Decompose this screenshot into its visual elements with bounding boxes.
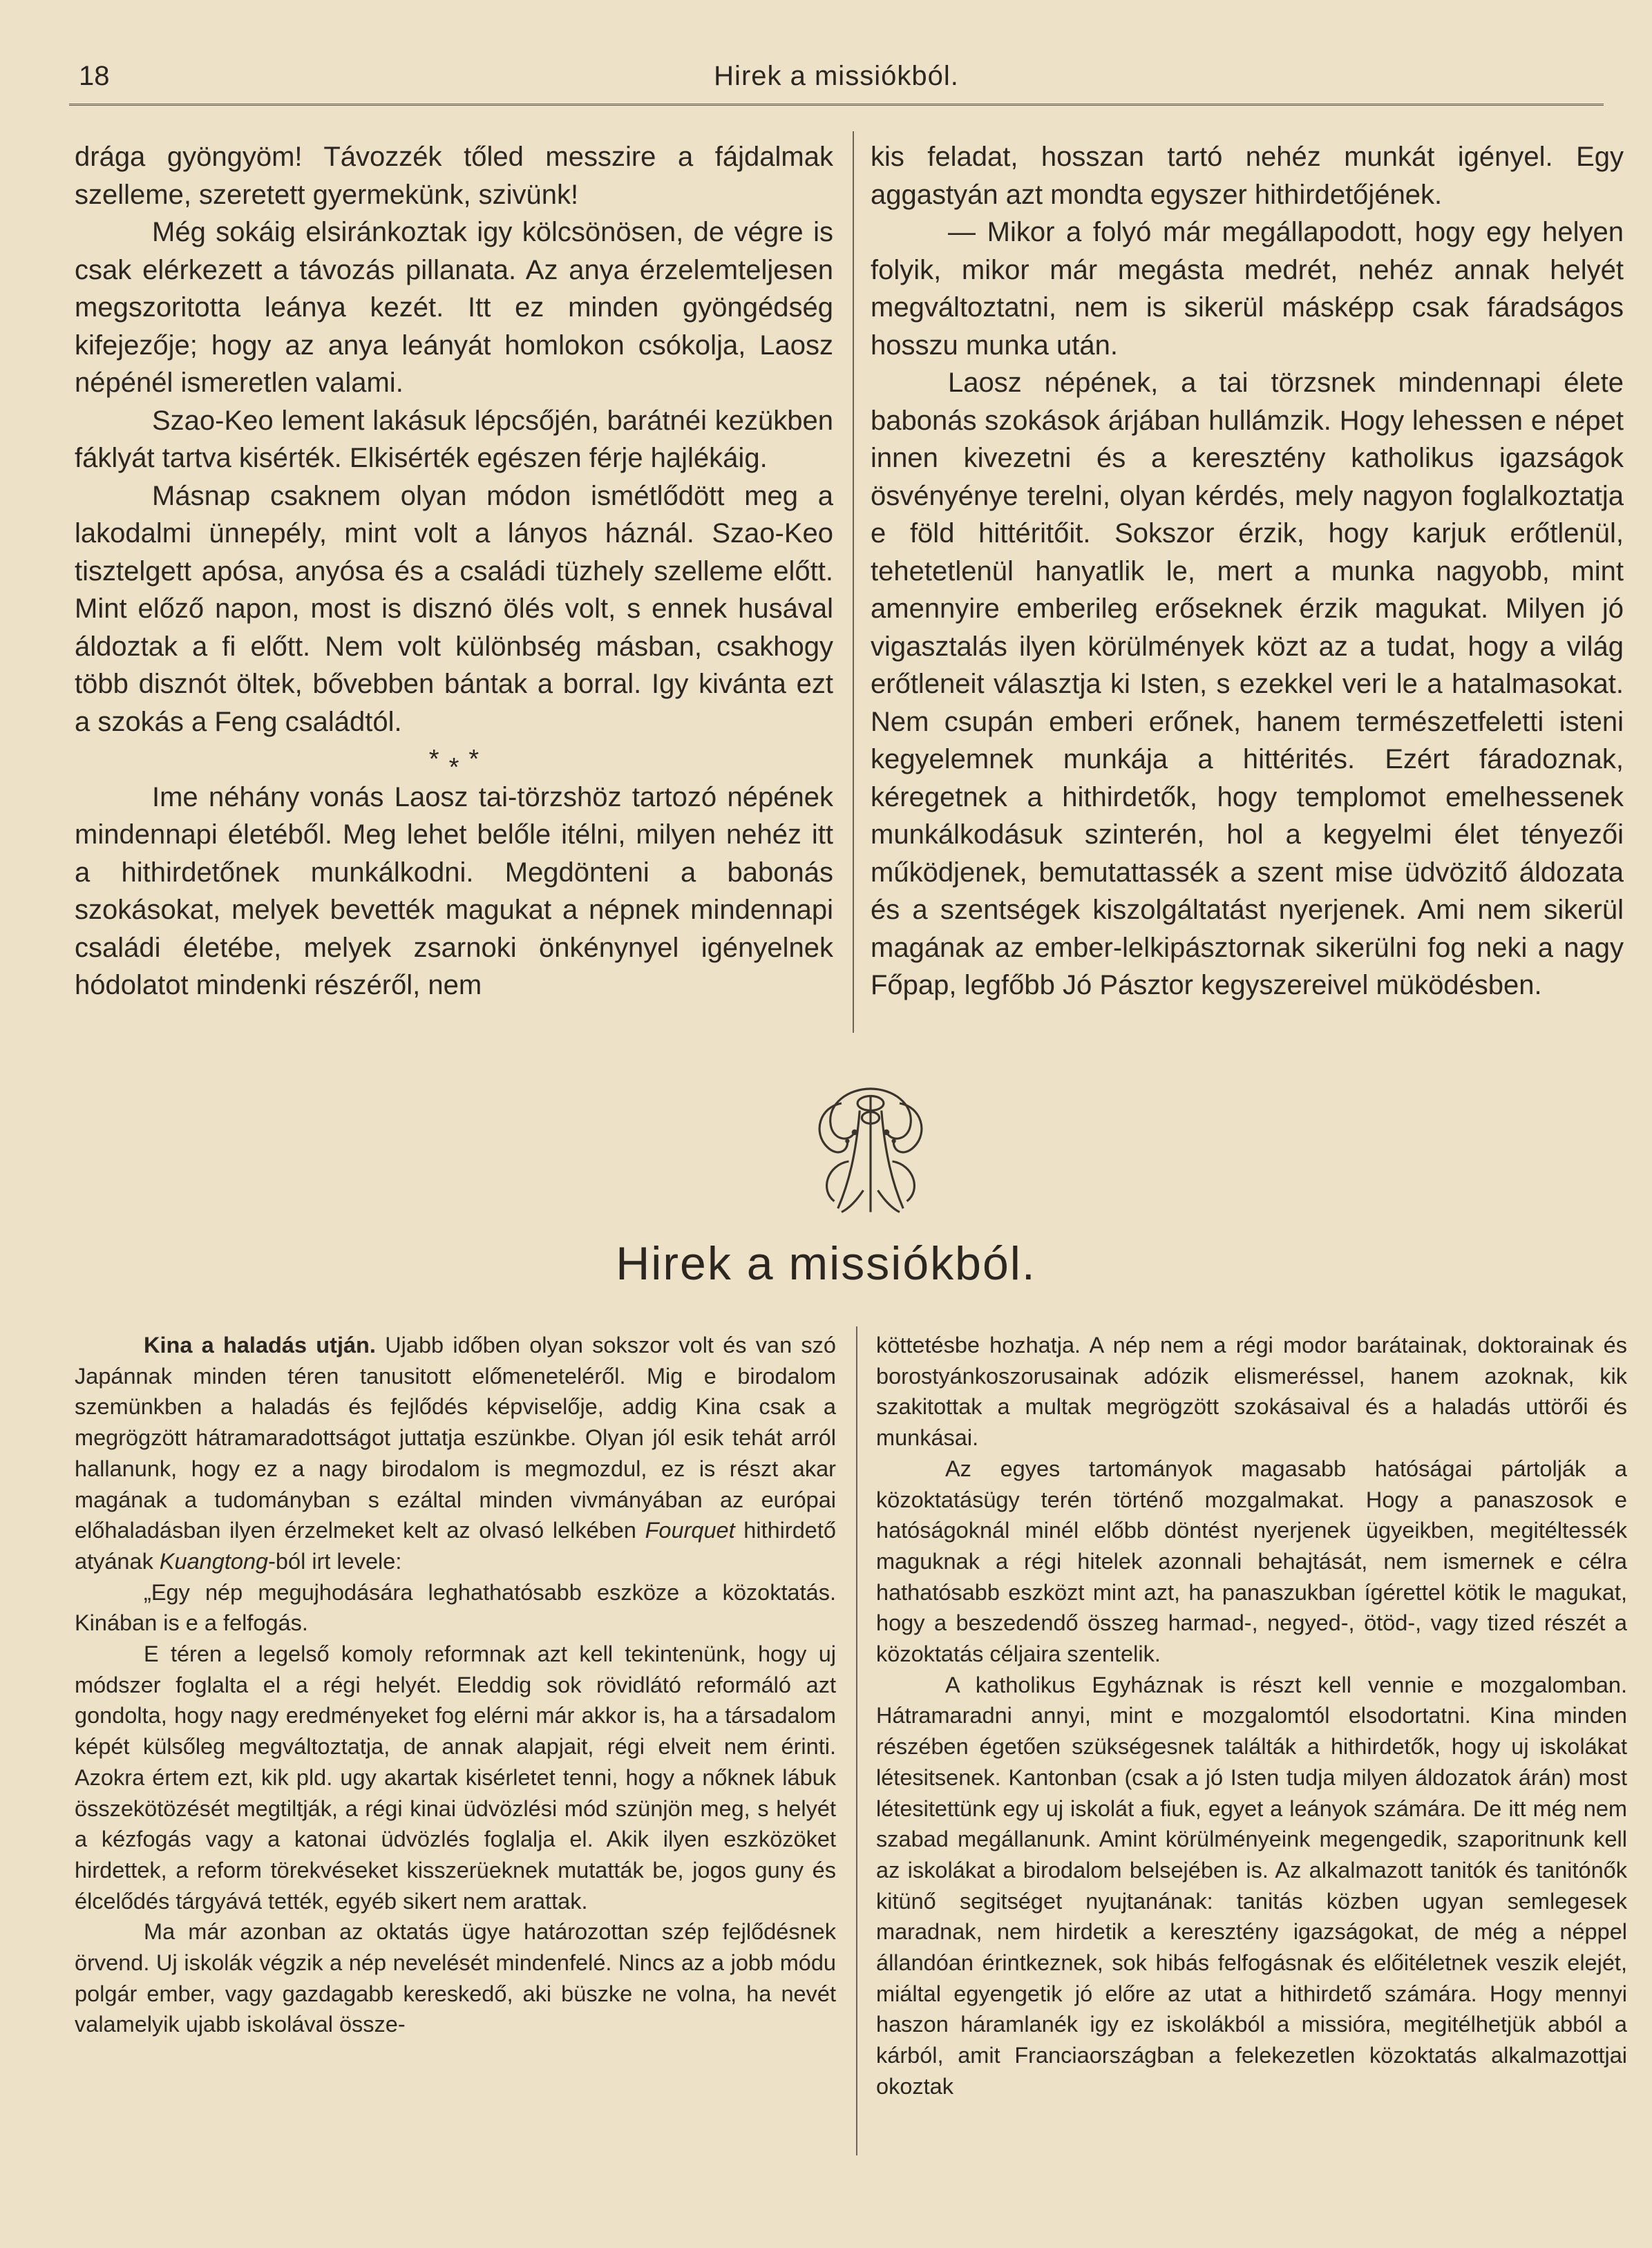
lower-left-column bbox=[75, 1330, 836, 2040]
upper-left-column bbox=[75, 138, 833, 1004]
paragraph: — Mikor a folyó már megállapodott, hogy egy helyen folyik, mikor már megásta medrét, nehéz annak helyét megváltoztatni, nem is sikerül másképp csak fáradságos hosszu munka után. bbox=[871, 217, 1624, 361]
paragraph: Másnap csaknem olyan módon ismétlődött meg a lakodalmi ünnepély, mint volt a lányos háznál. Szao-Keo tisztelgett apósa, anyósa és a családi tüzhely szelleme előtt. Mint előző napon, most is disznó ölés volt, s ennek husával áldoztak a fi előtt. Nem volt különbség másban, csakhogy több disznót öltek, bővebben bántak a borral. Igy kivánta ezt a szokás a Feng családtól. bbox=[75, 480, 833, 737]
paragraph: Szao-Keo lement lakásuk lépcsőjén, barátnéi kezükben fáklyát tartva kisérték. Elkisérték egészen férje hajlékáig. bbox=[75, 405, 833, 473]
lead-text: Ujabb időben olyan sokszor volt és van szó Japánnak minden téren tanusitott előmeneteléről. Mig e birodalom szemünkben a haladás és fejlődés képviselője, addig Kina csak a megrögzött hátramaradottságot juttatja eszünkbe. Olyan jól esik tehát arról hallanunk, hogy ez a nagy birodalom is megmozdul, ez is részt akar magának a tudományban s ezáltal minden vivmányában az európai előhaladásban ilyen érzelmeket kelt az olvasó lelkében bbox=[75, 1333, 836, 1543]
lead-paragraph bbox=[75, 1330, 836, 1577]
page-number: 18 bbox=[79, 61, 110, 91]
section-title: Hirek a missiókból. bbox=[616, 1237, 1036, 1290]
upper-right-column bbox=[871, 138, 1624, 1004]
paragraph: A katholikus Egyháznak is részt kell vennie e mozgalomban. Hátramaradni annyi, mint e mozgalomtól elsodortatni. Kina minden részében égetően szükségesnek találták a hithirdetők, hogy uj iskolákat létesitsenek. Kantonban (csak a jó Isten tudja milyen áldozatok árán) most létesitettünk egy uj iskolát a fiuk, egyet a leányok számára. De itt még nem szabad megállanunk. Amint körülményeink megengedik, szaporitnunk kell az iskolákat a birodalom belsejében is. Az alkalmazott tanitók és tanitónők kitünő segitséget nyujtanának: tanitás közben ugyan semlegesek maradnak, nem hirdetik a keresztény igazságokat, de még a néppel állandóan érintkeznek, sok hibás felfogásnak és előitéletnek veszik elejét, miáltal egyengetik jó előre az utat a hithirdető számára. Hogy mennyi haszon háramlanék igy ez iskolákból a missióra, megitélhetjük abból a kárból, amit Franciaországban a felekezetlen közoktatás alkalmazottjai okoztak bbox=[876, 1672, 1627, 2099]
paragraph: Laosz népének, a tai törzsnek mindennapi élete babonás szokások árjában hullámzik. Hogy lehessen e népet innen kivezetni és a keresztény katholikus igazságok ösvényénye terelni, olyan kérdés, mely nagyon foglalkoztatja e föld hittéritőit. Sokszor érzik, hogy karjuk erőtlenül, tehetetlenül hanyatlik le, mert a munka nagyobb, mint amennyire emberileg erőseknek érzik magukat. Milyen jó vigasztalás ilyen körülmények közt az a tudat, hogy a világ erőtleneit választja ki Isten, s ezekkel veri le a hatalmasokat. Nem csupán emberi erőnek, hanem természetfeletti isteni kegyelemnek munkája a hittérités. Ezért fáradoznak, kéregetnek a hithirdetők, hogy templomot emelhessenek munkálkodásuk szinterén, hol a kegyelmi élet tényezői működjenek, bemutattassék a szent mise üdvözitő áldozata és a szentségek kiszolgáltatást nyerjenek. Ami nem sikerül magának az ember-lelkipásztornak sikerülni fog neki a nagy Főpap, legfőbb Jó Pásztor kegyszereivel müködésben. bbox=[871, 368, 1624, 1000]
header-rule bbox=[69, 104, 1604, 106]
paragraph: Még sokáig elsiránkoztak igy kölcsönösen, de végre is csak elérkezett a távozás pillanata. Az anya érzelemteljesen megszoritotta leánya kezét. Itt ez minden gyöngédség kifejezője; hogy az anya leányát homlokon csókolja, Laosz népénél ismeretlen valami. bbox=[75, 217, 833, 398]
column-divider bbox=[856, 1326, 857, 2155]
asterism-separator bbox=[75, 741, 833, 782]
asterisk: * bbox=[428, 745, 439, 774]
paragraph: Ime néhány vonás Laosz tai-törzshöz tartozó népének mindennapi életéből. Meg lehet belőle itélni, milyen nehéz itt a hithirdetőnek munkálkodni. Megdönteni a babonás szokásokat, melyek bevették magukat a népnek mindennapi családi életébe, melyek zsarnoki önkénynyel igényelnek hódolatot mindenki részéről, nem bbox=[75, 781, 833, 1000]
place-name: Kuangtong bbox=[159, 1548, 269, 1574]
running-title: Hirek a missiókból. bbox=[714, 61, 959, 91]
paragraph: Ma már azonban az oktatás ügye határozottan szép fejlődésnek örvend. Uj iskolák végzik a nép nevelését mindenfelé. Nincs az a jobb módu polgár ember, vagy gazdagabb kereskedő, aki büszke ne volna, ha nevét valamelyik ujabb iskolával össze- bbox=[75, 1919, 836, 2037]
lead-text: hithirdető atyának bbox=[75, 1518, 836, 1574]
person-name: Fourquet bbox=[645, 1518, 735, 1543]
lower-right-column bbox=[876, 1330, 1627, 2102]
column-divider bbox=[853, 131, 854, 1033]
article-heading: Kina a haladás utján. bbox=[144, 1333, 376, 1358]
paragraph: „Egy nép megujhodására leghathatósabb eszköze a közoktatás. Kinában is e a felfogás. bbox=[75, 1579, 836, 1636]
paragraph: köttetésbe hozhatja. A nép nem a régi modor barátainak, doktorainak és borostyánkoszorusainak adózik elismeréssel, hanem azoknak, kik szakitottak a multak megrögzött szokásaival és a haladás uttörői és munkásai. bbox=[876, 1333, 1627, 1451]
lead-text: -ból irt levele: bbox=[268, 1548, 402, 1574]
paragraph: E téren a legelső komoly reformnak azt kell tekintenünk, hogy uj módszer foglalta el a régi helyét. Eleddig sok rövidlátó reformáló azt gondolta, hogy nagy eredményeket fog elérni már akkor is, ha a társadalom képét külsőleg megváltoztatja, de annak alapjait, régi elveit nem érinti. Azokra értem ezt, kik pld. ugy akartak kisérletet tenni, hogy a nőknek lábuk összekötözését megtiltják, a régi kinai üdvözlési mód szünjön meg, s helyét a kézfogás vagy a katonai üdvözlés foglalja el. Akik ilyen eszközöket hirdettek, a reform törekvéseket kisszerüeknek mutatták be, jogos guny és élcelődés tárgyává tették, egyéb sikert nem arattak. bbox=[75, 1641, 836, 1914]
page-header bbox=[69, 61, 1604, 102]
asterisk: * bbox=[448, 753, 459, 782]
paragraph: kis feladat, hosszan tartó nehéz munkát igényel. Egy aggastyán azt mondta egyszer hithirdetőjének. bbox=[871, 142, 1624, 210]
paragraph: drága gyöngyöm! Távozzék tőled messzire a fájdalmak szelleme, szeretett gyermekünk, szivünk! bbox=[75, 142, 833, 210]
floral-ornament-icon bbox=[798, 1074, 943, 1219]
asterisk: * bbox=[468, 745, 480, 774]
paragraph: Az egyes tartományok magasabb hatóságai pártolják a közoktatásügy terén történő mozgalmakat. Hogy a panaszosok e hatóságoknál minél előbb döntést nyerjenek ügyeikben, megitéltessék maguknak a régi hitelek azonnali behajtását, nem ismernek e célra hathatósabb eszközt mint azt, ha panaszukban ígérettel kötik le magukat, hogy a beszedendő összeg harmad-, negyed-, ötöd-, vagy tized részét a közoktatás céljaira szentelik. bbox=[876, 1456, 1627, 1667]
